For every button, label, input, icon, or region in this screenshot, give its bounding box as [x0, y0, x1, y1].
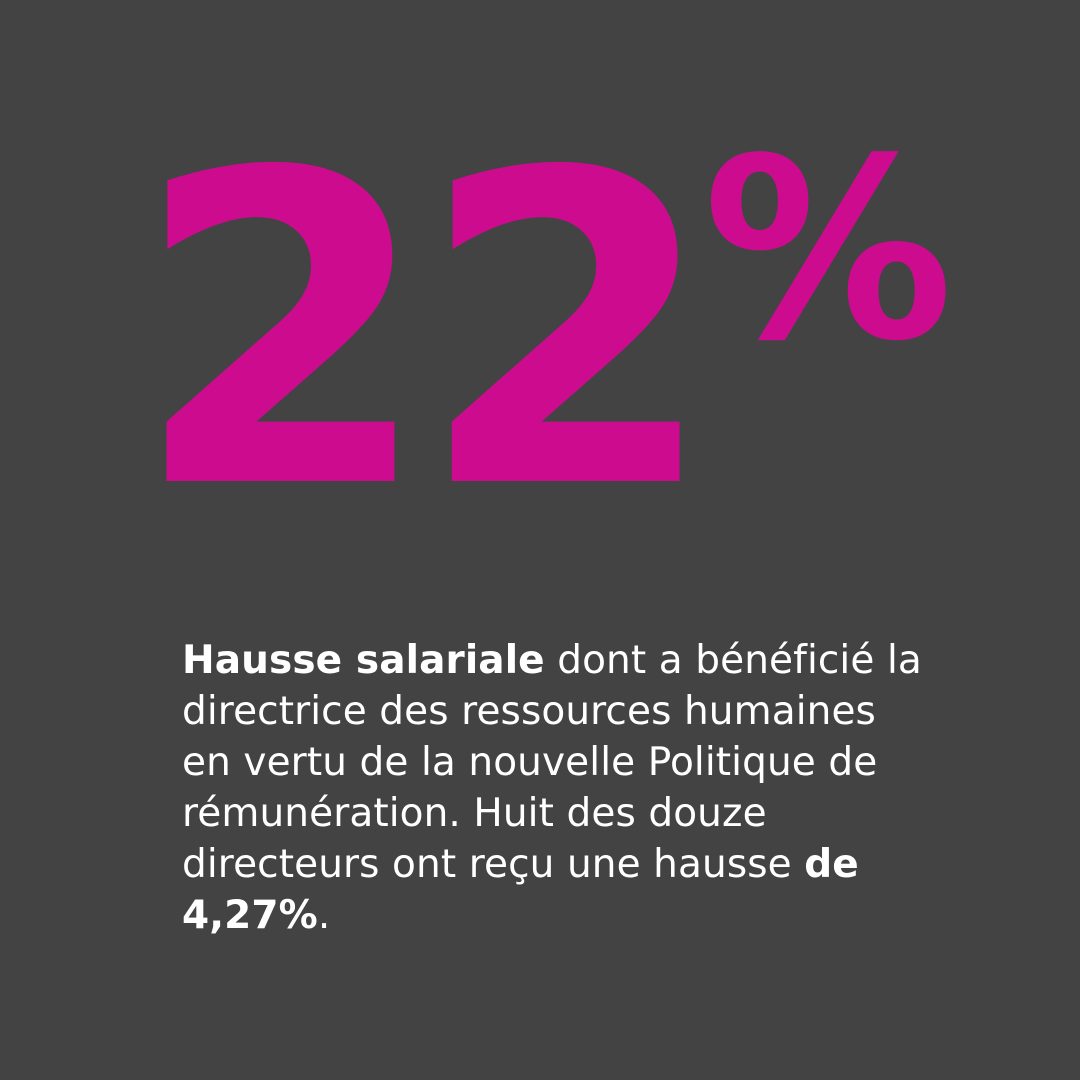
body-lead-bold: Hausse salariale [182, 638, 545, 683]
stat-number: 22 [132, 83, 703, 583]
stat-figure [0, 83, 1080, 583]
body-tail-bold: de 4,27% [182, 842, 859, 938]
body-paragraph [182, 635, 922, 941]
body-end-text: . [317, 893, 331, 938]
body-middle-text: dont a bénéficié la directrice des ressources humaines en vertu de la nouvelle Politique de rémunération. Huit des douze directeurs ont reçu une hausse [182, 638, 922, 887]
stat-percent-symbol: % [702, 104, 948, 396]
